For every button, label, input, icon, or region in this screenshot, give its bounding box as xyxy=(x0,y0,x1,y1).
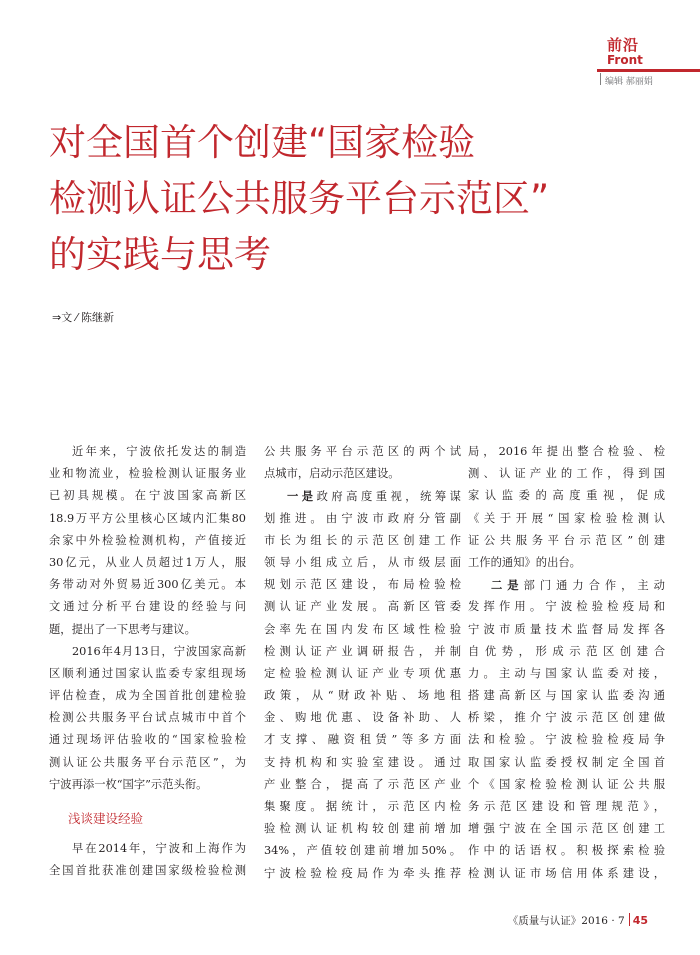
body-line: 《关于开展“国家检验检测认 xyxy=(468,511,665,525)
body-line: 市长为组长的示范区创建工作 xyxy=(264,533,461,547)
section-bar xyxy=(600,73,601,85)
body-line: 测认证公共服务平台示范区”，为 xyxy=(49,755,246,769)
editor-credit: 编辑 郝丽娟 xyxy=(605,77,653,87)
text-column-2 xyxy=(264,441,461,885)
body-line: 规划示范区建设，布局检验检 xyxy=(264,578,461,592)
body-line: 领导小组成立后，从市级层面 xyxy=(264,555,461,569)
body-line: 测认证产业发展。高新区管委 xyxy=(264,600,461,614)
body-text: 政府高度重视，统筹谋 xyxy=(316,490,461,504)
journal-issue: 《质量与认证》2016 · 7 xyxy=(507,915,625,927)
body-line: 34%，产值较创建前增加50%。 xyxy=(264,844,461,858)
article-title xyxy=(49,115,549,283)
text-column-1 xyxy=(49,441,246,882)
body-line: 工作的通知》的出台。 xyxy=(468,555,581,569)
body-line: 公共服务平台示范区的两个试 xyxy=(264,445,461,458)
body-line: 证公共服务平台示范区”创建 xyxy=(468,533,665,547)
body-line: 集聚度。据统计，示范区内检 xyxy=(264,800,461,813)
body-line: 定检验检测认证产业专项优惠 xyxy=(264,666,461,680)
body-line: 宁波再添一枚“国字”示范头衔。 xyxy=(49,777,208,791)
body-line: 取国家认监委授权制定全国首 xyxy=(468,755,665,769)
body-line: 区顺利通过国家认监委专家组现场 xyxy=(49,666,246,680)
body-line: 近年来，宁波依托发达的制造 xyxy=(72,445,246,458)
body-line: 宁波检验检疫局作为牵头推荐 xyxy=(264,866,461,880)
body-line xyxy=(264,485,461,507)
body-line: 才支撑、融资租赁”等多方面 xyxy=(264,733,461,747)
body-line: 搭建高新区与国家认监委沟通 xyxy=(468,689,665,703)
body-line: 会率先在国内发布区域性检验 xyxy=(264,622,461,636)
body-line: 验检测认证机构较创建前增加 xyxy=(264,822,461,836)
byline: ⇒文 ⁄ 陈继新 xyxy=(52,311,115,324)
text-column-3 xyxy=(468,441,665,885)
title-line: 检测认证公共服务平台示范区” xyxy=(49,177,550,220)
section-label-cn: 前沿 xyxy=(607,36,640,54)
page-footer xyxy=(508,913,648,928)
emphasis-lead: 二是 xyxy=(491,578,524,593)
body-line: 自优势，形成示范区创建合 xyxy=(468,644,665,658)
body-line: 个《国家检验检测认证公共服 xyxy=(468,777,665,791)
section-rule xyxy=(597,69,700,72)
body-line: 力。主动与国家认监委对接， xyxy=(468,666,665,680)
body-line: 务带动对外贸易近300亿美元。本 xyxy=(49,578,246,592)
body-line: 18.9万平方公里核心区域内汇集80 xyxy=(49,511,246,525)
body-line: 通过现场评估验收的“国家检验检 xyxy=(49,733,246,747)
body-line: 全国首批获准创建国家级检验检测 xyxy=(49,864,246,878)
footer-divider xyxy=(629,913,630,926)
body-line: 务示范区建设和管理规范》， xyxy=(468,800,665,813)
body-line: 局，2016年提出整合检验、检 xyxy=(468,445,665,458)
body-text: 部门通力合作，主动 xyxy=(523,579,665,593)
body-line: 文通过分析平台建设的经验与问 xyxy=(49,600,246,614)
body-line: 已初具规模。在宁波国家高新区 xyxy=(49,489,246,503)
subheading: 浅谈建设经验 xyxy=(68,811,144,826)
body-line: 余家中外检验检测机构，产值接近 xyxy=(49,533,246,547)
body-line: 发挥作用。宁波检验检疫局和 xyxy=(468,600,665,614)
body-line: 检测认证市场信用体系建设， xyxy=(468,866,665,880)
body-line: 政策，从“财政补贴、场地租 xyxy=(264,689,461,703)
body-line: 业和物流业，检验检测认证服务业 xyxy=(49,467,246,481)
body-line: 法和检验。宁波检验检疫局争 xyxy=(468,733,665,747)
body-line: 点城市，启动示范区建设。 xyxy=(264,467,400,481)
body-line: 检测公共服务平台试点城市中首个 xyxy=(49,711,246,725)
body-line: 题，提出了一下思考与建议。 xyxy=(49,622,196,636)
body-line: 增强宁波在全国示范区创建工 xyxy=(468,822,665,836)
body-line: 早在2014年，宁波和上海作为 xyxy=(72,842,246,855)
section-label-en: Front xyxy=(607,53,643,67)
body-line: 评估检查，成为全国首批创建检验 xyxy=(49,689,246,703)
page-number: 45 xyxy=(632,914,648,927)
body-line: 划推进。由宁波市政府分管副 xyxy=(264,511,461,525)
body-line xyxy=(468,574,665,596)
body-line: 支持机构和实验室建设。通过 xyxy=(264,755,461,769)
body-line: 检测认证产业调研报告，并制 xyxy=(264,644,461,658)
body-line: 产业整合，提高了示范区产业 xyxy=(264,777,461,791)
body-line: 金、购地优惠、设备补助、人 xyxy=(264,711,461,725)
title-line: 对全国首个创建“国家检验 xyxy=(49,121,476,164)
body-line: 30亿元，从业人员超过1万人，服 xyxy=(49,555,246,569)
body-line: 测、认证产业的工作，得到国 xyxy=(468,467,665,481)
body-line: 家认监委的高度重视，促成 xyxy=(468,489,665,503)
body-line: 2016年4月13日，宁波国家高新 xyxy=(72,644,246,658)
body-line: 桥梁，推介宁波示范区创建做 xyxy=(468,711,665,725)
emphasis-lead: 一是 xyxy=(287,489,317,504)
body-line: 宁波市质量技术监督局发挥各 xyxy=(468,622,665,636)
body-line: 作中的话语权。积极探索检验 xyxy=(468,844,665,858)
title-line: 的实践与思考 xyxy=(49,233,271,276)
